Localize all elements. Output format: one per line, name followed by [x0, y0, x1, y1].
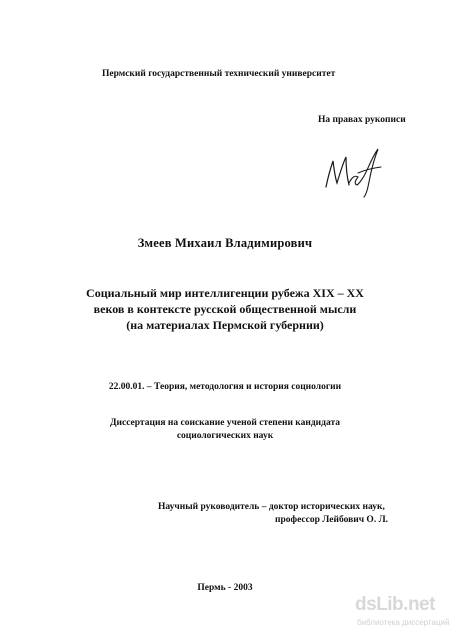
dissertation-title-line: веков в контексте русской общественной мысли [93, 302, 357, 316]
watermark-brand: dsLib.net [355, 594, 435, 615]
handwritten-signature [318, 143, 388, 199]
watermark-tagline: библиотека диссертаций [357, 618, 450, 627]
city-year: Пермь - 2003 [197, 583, 253, 593]
degree-statement-line: Диссертация на соискание ученой степени кандидата [110, 418, 340, 428]
degree-statement-line: социологических наук [176, 431, 274, 441]
manuscript-rights-note: На правах рукописи [318, 115, 406, 125]
author-name: Змеев Михаил Владимирович [137, 236, 313, 250]
dissertation-title-line: (на материалах Пермской губернии) [126, 318, 324, 332]
supervisor-line: Научный руководитель – доктор исторических наук, [158, 502, 385, 512]
supervisor-line: профессор Лейбович О. Л. [275, 515, 389, 525]
watermark-logo [355, 594, 450, 634]
specialty-code: 22.00.01. – Теория, методология и история социологии [108, 382, 342, 392]
university-name: Пермский государственный технический университет [102, 69, 336, 79]
dissertation-title-line: Социальный мир интеллигенции рубежа XIX – XX [86, 286, 364, 300]
